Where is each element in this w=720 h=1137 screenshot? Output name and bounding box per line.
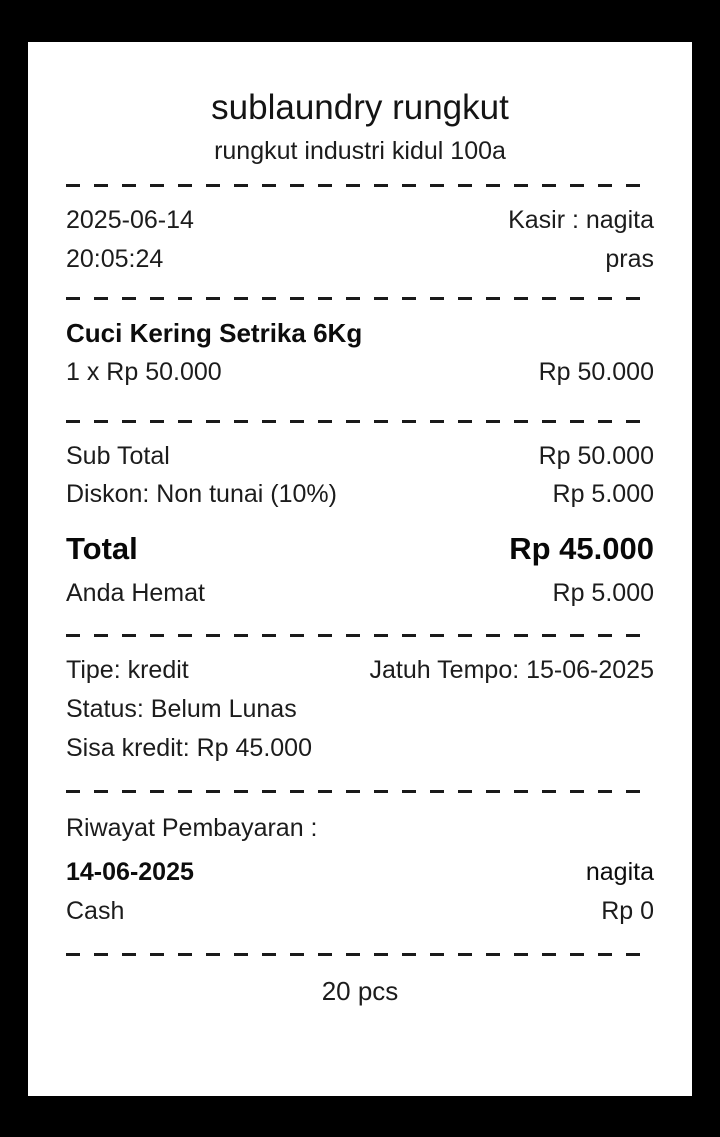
payment-date: 14-06-2025: [66, 858, 194, 887]
payment-history-title: Riwayat Pembayaran :: [66, 813, 318, 842]
receipt-meta: [66, 201, 654, 279]
receipt-date: 2025-06-14: [66, 206, 194, 235]
cashier-label: Kasir : nagita: [508, 206, 654, 235]
cashier-name: pras: [605, 245, 654, 273]
store-address: rungkut industri kidul 100a: [214, 137, 506, 166]
receipt-torn-edge-bottom: [28, 1082, 692, 1096]
divider: [66, 790, 654, 793]
divider: [66, 184, 654, 187]
subtotal-value: Rp 50.000: [538, 441, 654, 470]
receipt-container: [28, 30, 692, 1108]
payment-history-row-header: [66, 853, 654, 892]
credit-due-date: Jatuh Tempo: 15-06-2025: [369, 656, 654, 685]
savings-row: [66, 574, 654, 613]
summary-row-discount: [66, 475, 654, 514]
item-count-footer: 20 pcs: [321, 975, 399, 1006]
credit-status: Status: Belum Lunas: [66, 695, 297, 724]
summary-row-subtotal: [66, 437, 654, 476]
receipt-paper: [28, 42, 692, 1096]
summary-section: [66, 437, 654, 613]
credit-section: [66, 651, 654, 767]
divider: [66, 297, 654, 300]
savings-value: Rp 5.000: [552, 578, 654, 607]
item-amount: Rp 50.000: [538, 357, 654, 386]
meta-row-date: [66, 201, 654, 240]
payment-method: Cash: [66, 896, 125, 925]
total-row: [66, 524, 654, 574]
subtotal-label: Sub Total: [66, 441, 170, 470]
store-name: sublaundry rungkut: [211, 88, 509, 127]
discount-label: Diskon: Non tunai (10%): [66, 480, 337, 509]
item-qty-price: 1 x Rp 50.000: [66, 357, 222, 386]
spacer: [66, 612, 654, 616]
spacer: [66, 931, 654, 935]
payment-operator: nagita: [585, 858, 654, 887]
item-name: Cuci Kering Setrika 6Kg: [66, 317, 363, 348]
divider: [66, 634, 654, 637]
divider: [66, 953, 654, 956]
spacer: [66, 768, 654, 772]
spacer: [66, 392, 654, 402]
savings-label: Anda Hemat: [66, 578, 205, 607]
payment-amount: Rp 0: [601, 896, 654, 925]
meta-row-time: [66, 240, 654, 279]
credit-type: Tipe: kredit: [66, 656, 189, 685]
credit-remaining: Sisa kredit: Rp 45.000: [66, 733, 312, 762]
receipt-time: 20:05:24: [66, 245, 164, 273]
payment-history-section: [66, 807, 654, 931]
total-label: Total: [66, 531, 138, 566]
discount-value: Rp 5.000: [552, 480, 654, 509]
payment-history-row-detail: [66, 892, 654, 931]
divider: [66, 420, 654, 423]
items-section: [66, 314, 654, 392]
total-value: Rp 45.000: [509, 531, 654, 566]
credit-row-type: [66, 651, 654, 690]
receipt-torn-edge-top: [28, 42, 692, 56]
item-row: [66, 353, 654, 392]
